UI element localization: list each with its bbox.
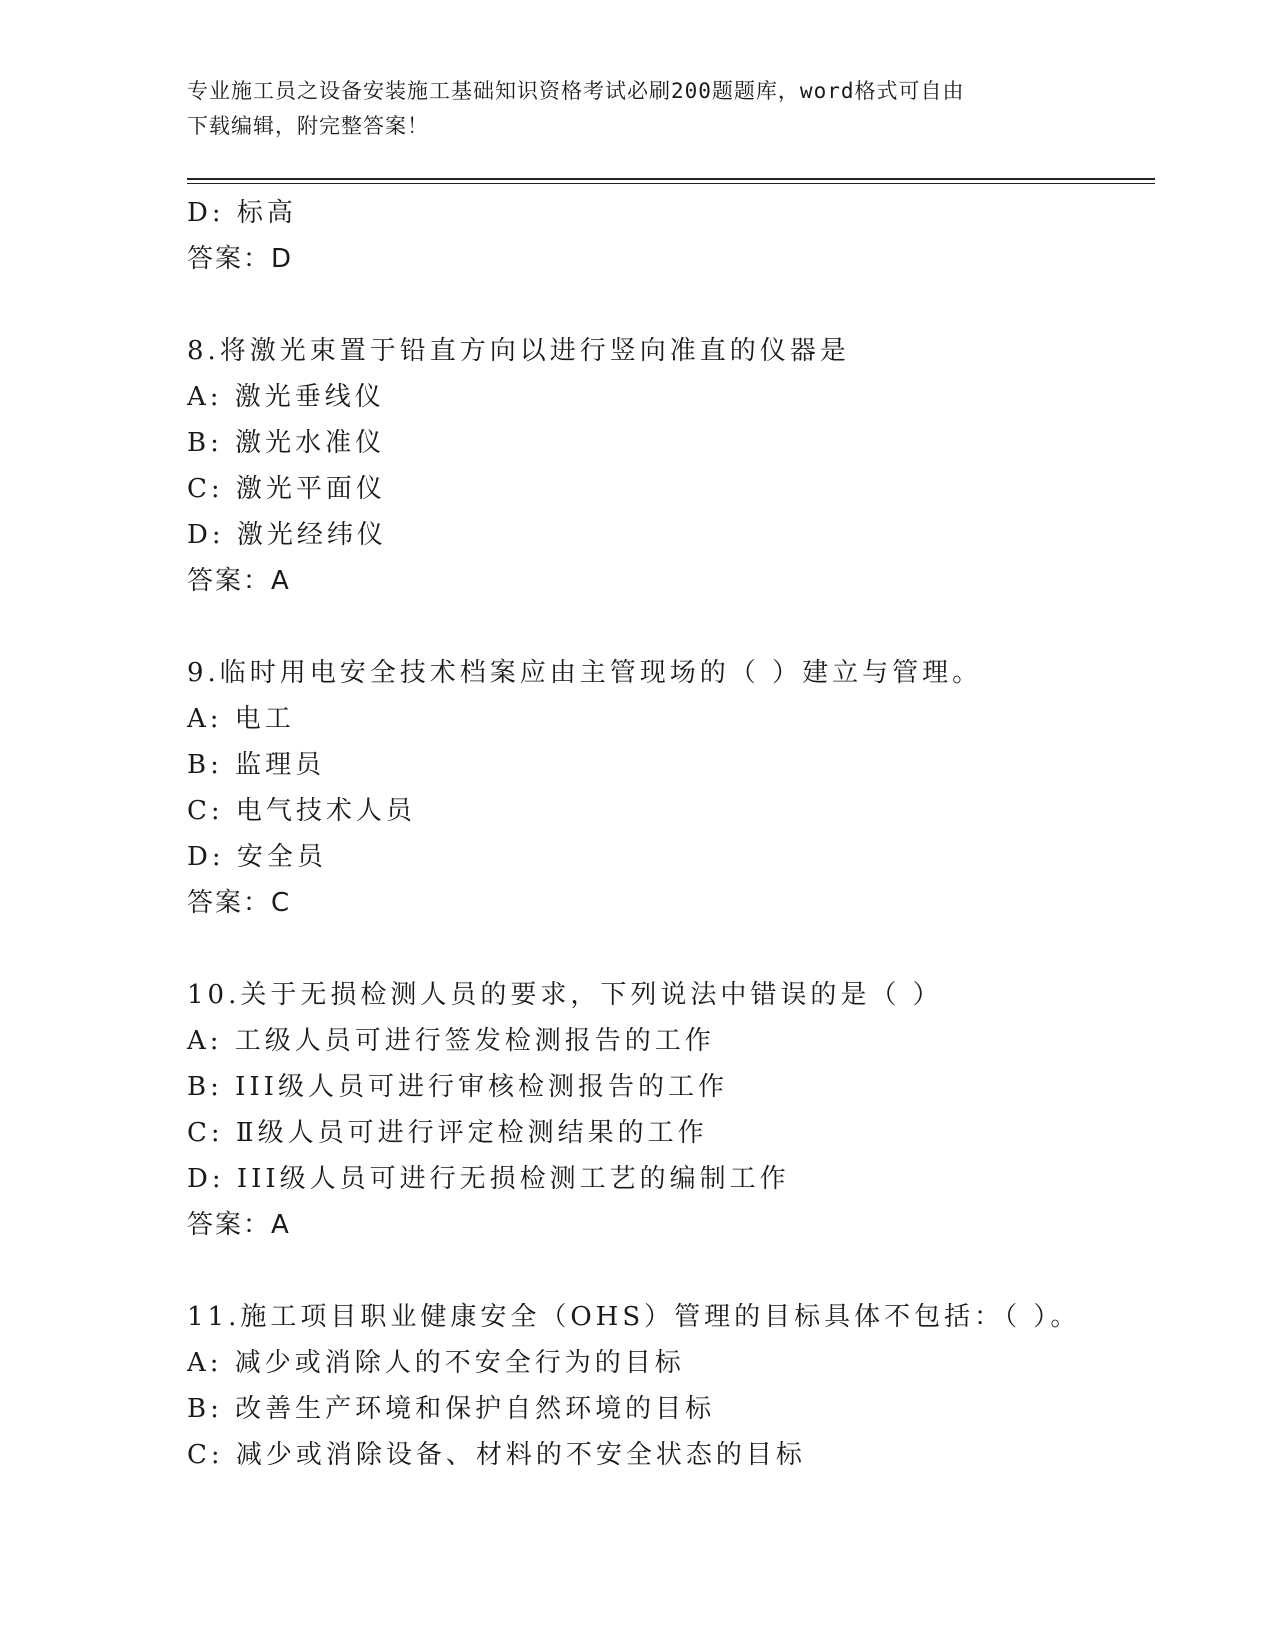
option-c: C: Ⅱ级人员可进行评定检测结果的工作 — [187, 1118, 708, 1148]
header-title-line-2: 下载编辑，附完整答案！ — [187, 114, 429, 138]
question-content — [187, 190, 1155, 1478]
question-11 — [187, 1294, 1155, 1478]
option-b: B: 监理员 — [187, 750, 326, 780]
question-stem: 11.施工项目职业健康安全（OHS）管理的目标具体不包括：（ ）。 — [187, 1302, 1081, 1332]
question-10 — [187, 972, 1155, 1248]
option-c: C: 电气技术人员 — [187, 796, 416, 826]
spacer — [187, 604, 1155, 650]
question-stem: 10.关于无损检测人员的要求，下列说法中错误的是（ ） — [187, 980, 943, 1010]
option-d: D: III级人员可进行无损检测工艺的编制工作 — [187, 1164, 790, 1194]
previous-answer: 答案：D — [187, 244, 294, 274]
option-b: B: 改善生产环境和保护自然环境的目标 — [187, 1394, 716, 1424]
option-b: B: 激光水准仪 — [187, 428, 386, 458]
answer: 答案：C — [187, 888, 292, 918]
previous-option-d: D: 标高 — [187, 198, 297, 228]
question-8 — [187, 328, 1155, 604]
spacer — [187, 926, 1155, 972]
question-9 — [187, 650, 1155, 926]
option-c: C: 激光平面仪 — [187, 474, 386, 504]
spacer — [187, 282, 1155, 328]
option-c: C: 减少或消除设备、材料的不安全状态的目标 — [187, 1440, 806, 1470]
question-stem: 9.临时用电安全技术档案应由主管现场的（ ）建立与管理。 — [187, 658, 983, 688]
option-d: D: 激光经纬仪 — [187, 520, 387, 550]
header-divider-thin — [187, 183, 1155, 184]
option-b: B: III级人员可进行审核检测报告的工作 — [187, 1072, 728, 1102]
option-a: A: 减少或消除人的不安全行为的目标 — [187, 1348, 685, 1378]
answer: 答案：A — [187, 566, 291, 596]
option-a: A: 电工 — [187, 704, 295, 734]
option-a: A: 激光垂线仪 — [187, 382, 385, 412]
answer: 答案：A — [187, 1210, 291, 1240]
document-header — [187, 74, 1067, 144]
option-a: A: 工级人员可进行签发检测报告的工作 — [187, 1026, 715, 1056]
question-stem: 8.将激光束置于铅直方向以进行竖向准直的仪器是 — [187, 336, 850, 366]
header-divider-thick — [187, 178, 1155, 180]
header-title-line-1: 专业施工员之设备安装施工基础知识资格考试必刷200题题库，word格式可自由 — [187, 79, 965, 103]
option-d: D: 安全员 — [187, 842, 327, 872]
spacer — [187, 1248, 1155, 1294]
